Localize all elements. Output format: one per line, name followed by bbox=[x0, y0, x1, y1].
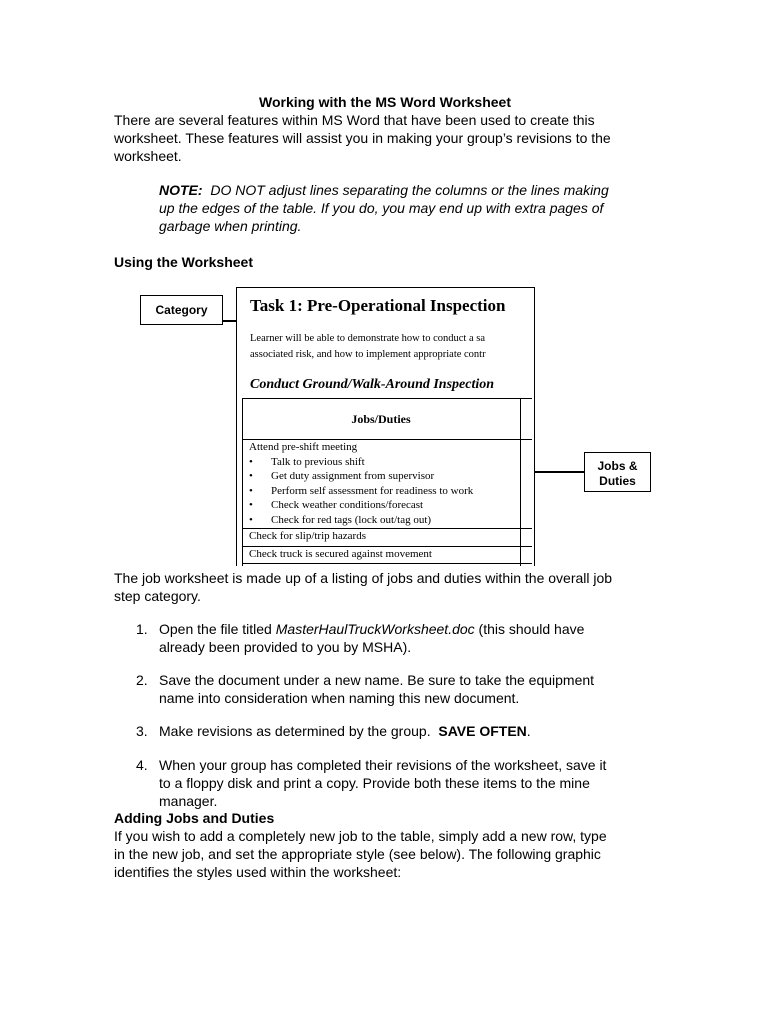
callout-jobs-duties bbox=[584, 452, 651, 492]
note-line-1 bbox=[159, 181, 609, 199]
adding-line-2: in the new job, and set the appropriate style (see below). The following graphic bbox=[114, 846, 601, 862]
step-3-emphasis: SAVE OFTEN bbox=[438, 723, 527, 739]
step-3-number: 3. bbox=[136, 723, 148, 739]
table-row-line-4 bbox=[242, 563, 532, 564]
step-1-line-2: already been provided to you by MSHA). bbox=[159, 639, 412, 655]
step-3-line-1: Make revisions as determined by the group. SAVE OFTEN. bbox=[159, 723, 531, 739]
intro-line-2: worksheet. These features will assist you in making your group’s revisions to the bbox=[114, 130, 611, 146]
intro-line-3: worksheet. bbox=[114, 148, 182, 164]
step-2-line-2: name into consideration when naming this new document. bbox=[159, 690, 520, 706]
step-4-line-2: to a floppy disk and print a copy. Provide both these items to the mine bbox=[159, 775, 590, 791]
figure-task-title: Task 1: Pre-Operational Inspection bbox=[250, 296, 506, 315]
table-job-2: Check for slip/trip hazards bbox=[249, 530, 366, 542]
section-heading-adding: Adding Jobs and Duties bbox=[114, 810, 275, 826]
figure-desc-line-1: Learner will be able to demonstrate how to conduct a sa bbox=[250, 333, 485, 344]
table-duty-1: • Talk to previous shift bbox=[249, 455, 365, 468]
step-4-line-1: When your group has completed their revisions of the worksheet, save it bbox=[159, 757, 607, 773]
table-border-top bbox=[242, 398, 532, 399]
bullet-mark: • bbox=[249, 499, 253, 511]
bullet-mark: • bbox=[249, 484, 253, 497]
intro-line-1: There are several features within MS Word that have been used to create this bbox=[114, 112, 595, 128]
section-heading-using: Using the Worksheet bbox=[114, 254, 253, 270]
adding-line-1: If you wish to add a completely new job to the table, simply add a new row, type bbox=[114, 828, 607, 844]
figure-desc-line-2: associated risk, and how to implement appropriate contr bbox=[250, 349, 486, 360]
table-job-1: Attend pre-shift meeting bbox=[249, 441, 358, 453]
note-line-3: garbage when printing. bbox=[159, 218, 302, 234]
step-1-filename: MasterHaulTruckWorksheet.doc bbox=[275, 621, 475, 637]
table-border-col bbox=[520, 398, 521, 566]
table-duty-3: • Perform self assessment for readiness to work bbox=[249, 484, 474, 497]
bullet-mark: • bbox=[249, 470, 253, 482]
worksheet-figure bbox=[236, 287, 535, 566]
step-4-number: 4. bbox=[136, 757, 148, 773]
note-text-1: DO NOT adjust lines separating the columns or the lines making bbox=[202, 182, 609, 198]
adding-line-3: identifies the styles used within the worksheet: bbox=[114, 864, 402, 880]
table-header-jobs-duties: Jobs/Duties bbox=[351, 412, 411, 426]
jobs-table bbox=[242, 398, 532, 566]
bullet-mark: • bbox=[249, 513, 253, 526]
table-duty-2: • Get duty assignment from supervisor bbox=[249, 470, 435, 482]
table-job-3: Check truck is secured against movement bbox=[249, 548, 432, 560]
callout-category: Category bbox=[140, 295, 223, 325]
step-4-line-3: manager. bbox=[159, 793, 218, 809]
step-1-number: 1. bbox=[136, 621, 148, 637]
callout-jobs-line-2: Duties bbox=[599, 474, 636, 488]
table-duty-5: • Check for red tags (lock out/tag out) bbox=[249, 513, 432, 526]
note-label: NOTE: bbox=[159, 182, 203, 198]
page-title: Working with the MS Word Worksheet bbox=[258, 94, 511, 110]
summary-line-1: The job worksheet is made up of a listing of jobs and duties within the overall job bbox=[114, 570, 613, 586]
callout-jobs-line-1: Jobs & bbox=[597, 459, 638, 473]
bullet-mark: • bbox=[249, 455, 253, 468]
summary-line-2: step category. bbox=[114, 588, 201, 604]
figure-subtitle: Conduct Ground/Walk-Around Inspection bbox=[250, 377, 495, 392]
step-1-line-1: Open the file titled MasterHaulTruckWorksheet.doc (this should have bbox=[159, 621, 585, 637]
note-line-2: up the edges of the table. If you do, you may end up with extra pages of bbox=[159, 200, 604, 216]
step-2-line-1: Save the document under a new name. Be sure to take the equipment bbox=[159, 672, 595, 688]
table-duty-4: • Check weather conditions/forecast bbox=[249, 499, 424, 511]
step-2-number: 2. bbox=[136, 672, 148, 688]
